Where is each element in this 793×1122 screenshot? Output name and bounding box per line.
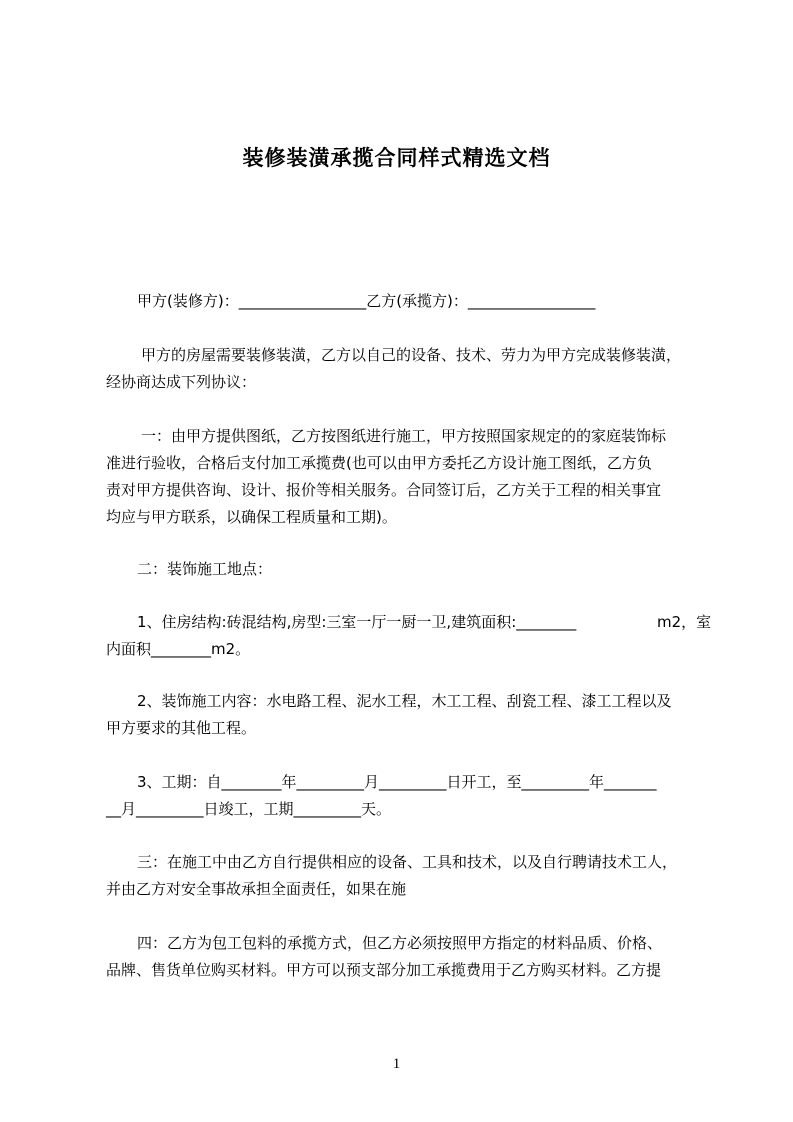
intro-line-1: 甲方的房屋需要装修装潢，乙方以自己的设备、技术、劳力为甲方完成装修装潢， xyxy=(141,346,682,364)
intro-line-2: 经协商达成下列协议： xyxy=(106,373,257,391)
item-1-line-1: 1、住房结构:砖混结构,房型:三室一厅一厨一卫,建筑面积:________ xyxy=(137,613,577,631)
clause-1-line-2: 准进行验收，合格后支付加工承揽费(也可以由甲方委托乙方设计施工图纸，乙方负 xyxy=(106,454,652,472)
clause-1-line-4: 均应与甲方联系，以确保工程质量和工期)。 xyxy=(106,508,397,526)
item-1-line-1-tail: m2，室 xyxy=(657,613,712,631)
item-3-line-1: 3、工期：自________年_________月_________日开工，至_________年_______ xyxy=(137,773,657,791)
document-title: 装修装潢承揽合同样式精选文档 xyxy=(242,146,551,170)
clause-3-line-1: 三：在施工中由乙方自行提供相应的设备、工具和技术，以及自行聘请技术工人， xyxy=(137,853,678,871)
item-2-line-2: 甲方要求的其他工程。 xyxy=(106,719,257,737)
clause-4-line-1: 四：乙方为包工包料的承揽方式，但乙方必须按照甲方指定的材料品质、价格、 xyxy=(137,934,663,952)
parties-line: 甲方(装修方)：_________________乙方(承揽方)：_________________ xyxy=(137,292,596,310)
item-1-line-2: 内面积________m2。 xyxy=(106,640,251,658)
clause-1-line-1: 一：由甲方提供图纸，乙方按图纸进行施工，甲方按照国家规定的的家庭装饰标 xyxy=(141,427,667,445)
clause-3-line-2: 并由乙方对安全事故承担全面责任，如果在施 xyxy=(106,880,407,898)
item-2-line-1: 2、装饰施工内容：水电路工程、泥水工程，木工工程、刮瓷工程、漆工工程以及 xyxy=(137,692,672,710)
clause-4-line-2: 品牌、售货单位购买材料。甲方可以预支部分加工承揽费用于乙方购买材料。乙方提 xyxy=(106,961,662,979)
clause-1-line-3: 责对甲方提供咨询、设计、报价等相关服务。合同签订后，乙方关于工程的相关事宜 xyxy=(106,481,662,499)
item-3-line-2: __月_________日竣工，工期_________天。 xyxy=(106,800,392,818)
clause-2-heading: 二：装饰施工地点： xyxy=(137,560,273,578)
page-number: 1 xyxy=(392,1056,401,1072)
